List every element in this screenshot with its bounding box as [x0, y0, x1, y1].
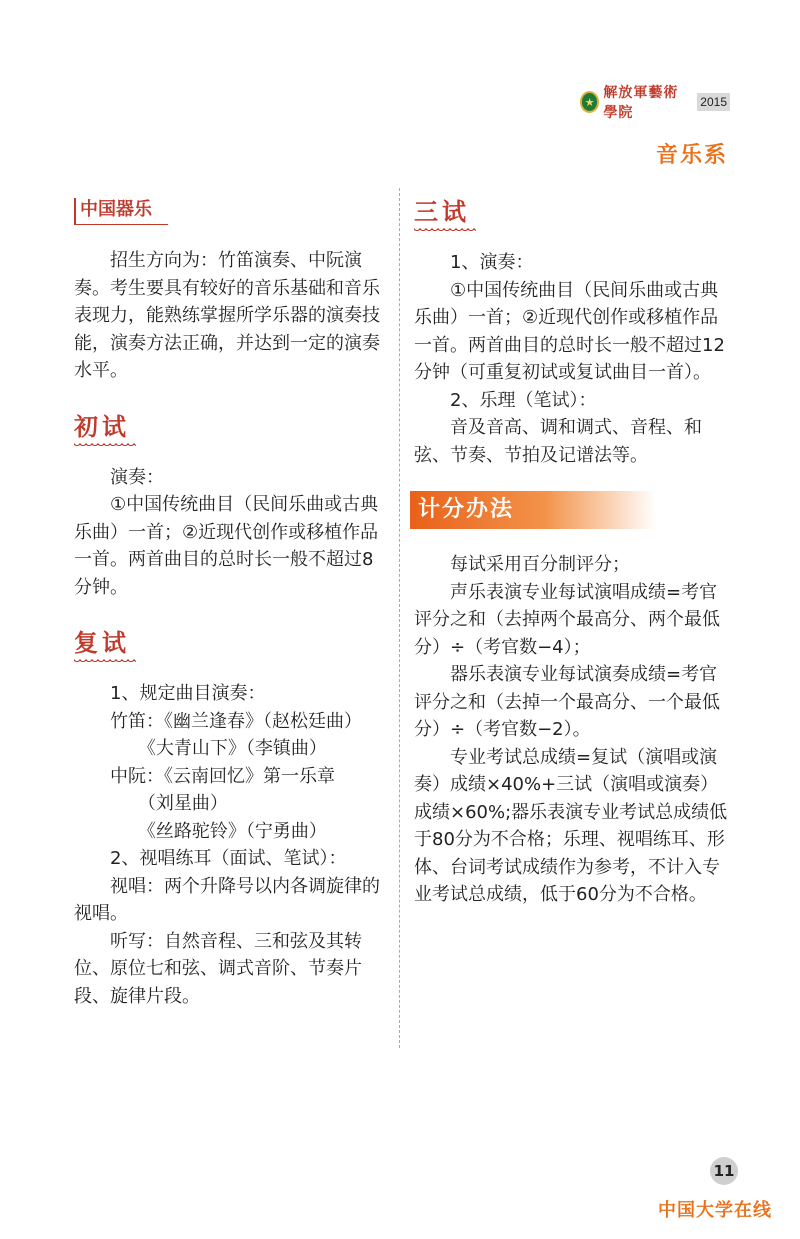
department-title: 音乐系: [655, 143, 728, 168]
academy-name: 解放軍藝術學院: [603, 85, 679, 121]
third-section-title: 三试: [414, 198, 470, 226]
retest-piece: 《大青山下》（李镇曲）: [137, 738, 327, 759]
prelim-line: 演奏：: [110, 466, 164, 488]
third-performance: ①中国传统曲目（民间乐曲或古典乐曲）一首；②近现代创作或移植作品一首。两首曲目的总时长一般不超过12分钟（可重复初试或复试曲目一首）。: [414, 279, 725, 383]
retest-wave-underline: [74, 659, 136, 666]
scoring-line: 器乐表演专业每试演奏成绩=考官评分之和（去掉一个最高分、一个最低分）÷（考官数−2）。: [414, 664, 720, 740]
retest-sight-singing: 视唱：两个升降号以内各调旋律的视唱。: [74, 875, 380, 924]
retest-section-title: 复试: [74, 629, 130, 657]
third-item: 1、演奏：: [450, 252, 534, 273]
prelim-wave-underline: [74, 443, 136, 450]
third-item: 2、乐理（笔试）：: [450, 389, 597, 411]
right-column: [414, 196, 732, 909]
academy-emblem-icon: ★: [580, 91, 599, 113]
year-badge: 2015: [697, 93, 730, 111]
instrument-description: 招生方向为：竹笛演奏、中阮演奏。考生要具有较好的音乐基础和音乐表现力，能熟练掌握所学乐器的演奏技能，演奏方法正确，并达到一定的演奏水平。: [74, 250, 380, 381]
watermark: 中国大学在线: [658, 1200, 772, 1221]
retest-piece: （刘星曲）: [137, 793, 228, 814]
column-divider: [399, 188, 400, 1048]
left-column: [74, 196, 389, 1010]
prelim-section-title: 初试: [74, 412, 130, 441]
third-wave-underline: [414, 228, 476, 235]
scoring-line: 专业考试总成绩=复试（演唱或演奏）成绩×40%+三试（演唱或演奏）成绩×60%;器乐表演专业考试总成绩低于80分为不合格；乐理、视唱练耳、形体、台词考试成绩作为参考，不计入专业考试总成绩，低于60分为不合格。: [414, 746, 728, 905]
retest-item: 1、规定曲目演奏：: [110, 683, 266, 704]
instrument-section-title: 中国器乐: [74, 198, 168, 225]
scoring-line: 声乐表演专业每试演唱成绩=考官评分之和（去掉两个最高分、两个最低分）÷（考官数−4）；: [414, 581, 720, 658]
header-logo: [580, 85, 730, 121]
scoring-line: 每试采用百分制评分；: [450, 554, 630, 575]
scoring-section-title: 计分办法: [410, 491, 656, 529]
retest-piece: 竹笛：《幽兰逢春》（赵松廷曲）: [110, 710, 362, 732]
page-number: 11: [710, 1157, 738, 1185]
prelim-line: ①中国传统曲目（民间乐曲或古典乐曲）一首；②近现代创作或移植作品一首。两首曲目的总时长一般不超过8分钟。: [74, 494, 379, 598]
retest-piece: 《丝路驼铃》（宁勇曲）: [137, 820, 327, 842]
third-theory: 音及音高、调和调式、音程、和弦、节奏、节拍及记谱法等。: [414, 417, 702, 466]
retest-item: 2、视唱练耳（面试、笔试）：: [110, 848, 347, 869]
retest-piece: 中阮：《云南回忆》第一乐章: [110, 765, 335, 787]
retest-dictation: 听写：自然音程、三和弦及其转位、原位七和弦、调式音阶、节奏片段、旋律片段。: [74, 930, 362, 1007]
